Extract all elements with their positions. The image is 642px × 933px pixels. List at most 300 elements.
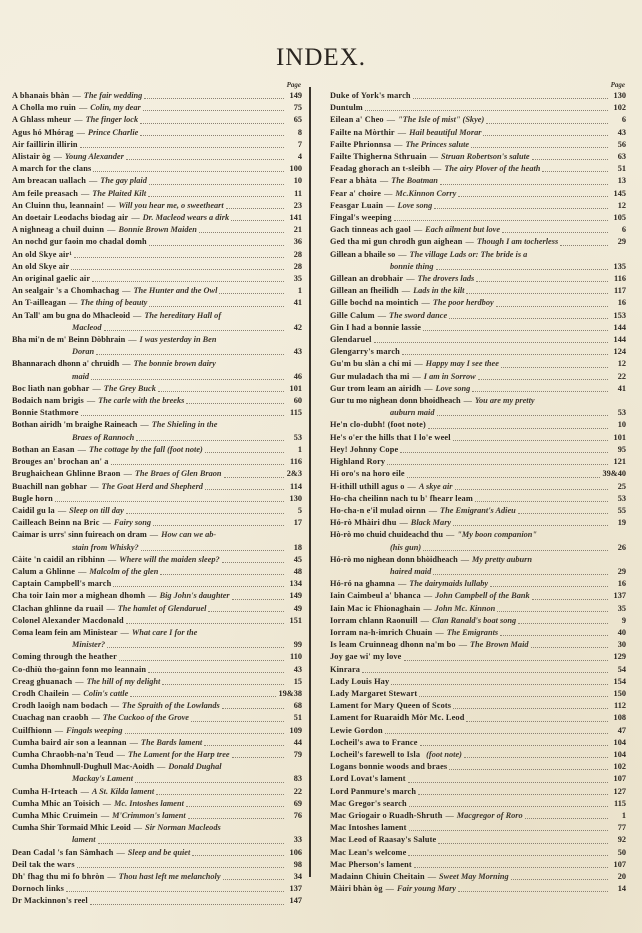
gaelic-title: An old Skye air bbox=[12, 261, 70, 271]
english-title: M'Crimmon's lament bbox=[112, 810, 186, 820]
gaelic-title: Highland Rory bbox=[330, 457, 386, 467]
page-number: 109 bbox=[289, 725, 302, 735]
entry-line bbox=[12, 261, 302, 273]
page-number: 92 bbox=[617, 835, 626, 845]
gaelic-title: Coming through the heather bbox=[12, 652, 117, 662]
entry-line bbox=[12, 395, 302, 407]
dot-leader bbox=[518, 622, 608, 624]
english-title: Love song bbox=[435, 383, 471, 393]
index-entry bbox=[12, 603, 302, 615]
index-entry bbox=[330, 224, 626, 236]
index-entry bbox=[330, 273, 626, 285]
gaelic-title: An original gaelic air bbox=[12, 274, 91, 284]
dot-leader bbox=[135, 781, 284, 783]
english-title: The Hunter and the Owl bbox=[133, 286, 218, 296]
dot-leader bbox=[409, 829, 608, 831]
gaelic-title: Mac Griogair o Ruadh-Shruth bbox=[330, 810, 443, 820]
page-number: 130 bbox=[613, 91, 626, 100]
english-title: The fair wedding bbox=[83, 91, 143, 100]
entry-line bbox=[330, 749, 626, 761]
english-title: Happy may I see thee bbox=[425, 359, 499, 369]
gaelic-title: Mac Leod of Raasay's Salute bbox=[330, 835, 437, 845]
english-title: The airy Plover of the heath bbox=[444, 164, 541, 174]
english-title-continued: (his gun) bbox=[390, 542, 422, 552]
entry-line bbox=[12, 493, 302, 505]
entry-line bbox=[12, 810, 302, 822]
gaelic-title: An doetair Leodachs biodag air bbox=[12, 213, 129, 223]
gaelic-title: Dean Cadal 's fan Sàmhach bbox=[12, 847, 114, 857]
dot-leader bbox=[449, 317, 608, 319]
dot-leader bbox=[98, 842, 284, 844]
gaelic-title: Cumha baird air son a leannan bbox=[12, 737, 127, 747]
entry-line bbox=[12, 444, 302, 456]
english-title: Fingals weeping bbox=[66, 725, 123, 735]
index-entry bbox=[330, 151, 626, 163]
english-title: Sleep and be quiet bbox=[127, 847, 191, 857]
dot-leader bbox=[387, 463, 608, 465]
dot-leader bbox=[400, 451, 608, 453]
index-entry bbox=[12, 127, 302, 139]
page-number: 42 bbox=[293, 322, 302, 332]
index-entry bbox=[12, 188, 302, 200]
entry-line bbox=[330, 493, 626, 505]
dash-separator: — bbox=[398, 249, 407, 259]
dot-leader bbox=[126, 512, 284, 514]
gaelic-title: Agus hó Mhórag bbox=[12, 127, 74, 137]
index-entry bbox=[330, 322, 626, 334]
dot-leader bbox=[391, 683, 608, 685]
gaelic-title: An Cluinn thu, leannain! bbox=[12, 200, 105, 210]
entry-line bbox=[12, 871, 302, 883]
entry-line bbox=[330, 712, 626, 724]
entry-line bbox=[12, 456, 302, 468]
page-number: 69 bbox=[293, 798, 302, 808]
index-entry bbox=[330, 175, 626, 187]
english-title: The Braes of Glen Braon bbox=[134, 469, 222, 479]
entry-line bbox=[330, 676, 626, 688]
gaelic-title: Hey! Johnny Cope bbox=[330, 444, 399, 454]
dash-separator: — bbox=[107, 872, 116, 881]
dot-leader bbox=[231, 219, 284, 221]
index-entry bbox=[12, 481, 302, 493]
english-title: "My boon companion" bbox=[457, 530, 537, 540]
gaelic-title: Colonel Alexander Macdonald bbox=[12, 615, 124, 625]
dot-leader bbox=[205, 488, 284, 490]
entry-line bbox=[330, 285, 626, 297]
index-entry bbox=[12, 566, 302, 578]
index-entry bbox=[330, 737, 626, 749]
index-entry bbox=[330, 139, 626, 151]
dash-separator: — bbox=[157, 762, 166, 772]
page-number: 124 bbox=[613, 347, 626, 357]
english-title: John Campbell of the Bank bbox=[435, 591, 530, 601]
gaelic-title: Deil tak the wars bbox=[12, 859, 75, 869]
index-entry bbox=[330, 297, 626, 309]
index-entry bbox=[12, 505, 302, 517]
gaelic-title: Crodh Chailein bbox=[12, 688, 70, 698]
page-number: 43 bbox=[293, 664, 302, 674]
entry-line bbox=[330, 358, 626, 370]
entry-line bbox=[12, 566, 302, 578]
gaelic-title: Dornoch links bbox=[12, 884, 64, 894]
dash-separator: — bbox=[401, 286, 411, 296]
dash-separator: — bbox=[423, 591, 433, 601]
english-title: The Plaited Kilt bbox=[92, 188, 147, 198]
entry-line bbox=[330, 151, 626, 163]
index-entry bbox=[12, 895, 302, 907]
dash-separator: — bbox=[116, 749, 125, 759]
page-number: 14 bbox=[617, 884, 626, 894]
dot-leader bbox=[423, 329, 608, 331]
dot-leader bbox=[414, 866, 608, 868]
gaelic-title: Iorram na-h-imrich Chuain bbox=[330, 627, 433, 637]
index-entry bbox=[330, 773, 626, 785]
entry-line bbox=[330, 590, 626, 602]
gaelic-title: An Tall' am bu gna do Mhacleoid bbox=[12, 310, 131, 320]
index-entry bbox=[330, 493, 626, 505]
page-number: 10 bbox=[293, 176, 302, 186]
page-number: 43 bbox=[293, 347, 302, 357]
index-entry bbox=[330, 798, 626, 810]
english-title: The gay plaid bbox=[100, 176, 147, 186]
dash-separator: — bbox=[429, 152, 439, 162]
dot-leader bbox=[80, 146, 284, 148]
gaelic-title: Lord Lovat's lament bbox=[330, 774, 406, 784]
dot-leader bbox=[436, 268, 608, 270]
page-number: 28 bbox=[293, 249, 302, 259]
entry-line bbox=[330, 505, 626, 517]
index-entry bbox=[330, 615, 626, 627]
index-entry bbox=[12, 725, 302, 737]
entry-line bbox=[330, 273, 626, 285]
dash-separator: — bbox=[148, 591, 157, 601]
dot-leader bbox=[486, 122, 608, 124]
index-entry bbox=[12, 358, 302, 382]
dash-separator: — bbox=[435, 627, 444, 637]
dot-leader bbox=[394, 219, 608, 221]
index-column-right bbox=[330, 81, 626, 895]
dash-separator: — bbox=[53, 152, 62, 162]
entry-line bbox=[330, 737, 626, 749]
english-title: Though I am tocherless bbox=[476, 237, 559, 247]
entry-line bbox=[12, 883, 302, 895]
dot-leader bbox=[408, 854, 608, 856]
entry-line bbox=[12, 236, 302, 248]
page-number: 8 bbox=[297, 127, 302, 137]
dot-leader bbox=[490, 585, 608, 587]
page-number: 63 bbox=[617, 152, 626, 162]
index-entry bbox=[12, 700, 302, 712]
index-entry bbox=[330, 761, 626, 773]
english-title: The Emigrant's Adieu bbox=[440, 505, 516, 515]
dot-leader bbox=[191, 720, 284, 722]
entry-line bbox=[12, 175, 302, 187]
gaelic-title: Creag ghuanach bbox=[12, 676, 73, 686]
english-title: The Shieling in the bbox=[151, 420, 218, 430]
index-entry bbox=[12, 212, 302, 224]
english-title: Sweet May Morning bbox=[439, 872, 509, 881]
dot-leader bbox=[223, 878, 284, 880]
english-title-continued: Minister? bbox=[72, 640, 106, 650]
english-title: You are my pretty bbox=[474, 396, 535, 406]
dash-separator: — bbox=[420, 615, 429, 625]
entry-line bbox=[12, 664, 302, 676]
dot-leader bbox=[434, 207, 608, 209]
dot-leader bbox=[560, 244, 608, 246]
entry-continuation-line bbox=[330, 566, 626, 578]
page-number: 20 bbox=[617, 872, 626, 881]
gaelic-title: Lady Margaret Stewart bbox=[330, 688, 418, 698]
page-number: 16 bbox=[617, 298, 626, 308]
page-number: 49 bbox=[293, 603, 302, 613]
index-entry bbox=[330, 749, 626, 761]
dot-leader bbox=[160, 573, 284, 575]
index-entry bbox=[330, 468, 626, 480]
entry-line bbox=[330, 139, 626, 151]
dot-leader bbox=[464, 756, 608, 758]
english-title: "The Isle of mist" (Skye) bbox=[398, 115, 485, 125]
dot-leader bbox=[81, 414, 284, 416]
page-number: 26 bbox=[617, 542, 626, 552]
dash-separator: — bbox=[91, 713, 100, 723]
entry-line bbox=[330, 810, 626, 822]
entry-line bbox=[12, 737, 302, 749]
dash-separator: — bbox=[72, 688, 81, 698]
index-list-right bbox=[330, 90, 626, 895]
page-number: 51 bbox=[293, 713, 302, 723]
gaelic-title: Alistair òg bbox=[12, 152, 51, 162]
dot-leader bbox=[153, 524, 284, 526]
index-entry bbox=[12, 90, 302, 102]
entry-line bbox=[330, 90, 626, 102]
dot-leader bbox=[188, 817, 284, 819]
page-number: 149 bbox=[289, 91, 302, 100]
index-entry bbox=[330, 676, 626, 688]
page-number: 150 bbox=[613, 688, 626, 698]
dash-separator: — bbox=[102, 798, 112, 808]
english-title: The Cuckoo of the Grove bbox=[102, 713, 189, 723]
english-title: The hamlet of Glendaruel bbox=[117, 603, 207, 613]
english-title: Each ailment but love bbox=[425, 225, 501, 235]
entry-line bbox=[330, 639, 626, 651]
entry-continuation-line bbox=[12, 322, 302, 334]
dot-leader bbox=[525, 817, 608, 819]
index-entry bbox=[12, 761, 302, 785]
english-title: Mc.Kinnon Corry bbox=[395, 188, 457, 198]
english-title-continued: auburn maid bbox=[390, 408, 435, 418]
english-title: The finger lock bbox=[85, 115, 139, 125]
gaelic-title: A Ghlass mheur bbox=[12, 115, 72, 125]
index-entry bbox=[12, 468, 302, 480]
index-entry bbox=[12, 151, 302, 163]
dash-separator: — bbox=[86, 396, 96, 406]
index-entry bbox=[330, 102, 626, 114]
index-entry bbox=[330, 725, 626, 737]
index-entry bbox=[330, 127, 626, 139]
dash-separator: — bbox=[407, 481, 416, 491]
dot-leader bbox=[104, 329, 285, 331]
index-entry bbox=[12, 175, 302, 187]
page-number: 101 bbox=[289, 383, 302, 393]
dot-leader bbox=[126, 622, 284, 624]
dot-leader bbox=[232, 756, 284, 758]
index-entry bbox=[12, 578, 302, 590]
page-number: 1 bbox=[297, 286, 302, 296]
english-title: Prince Charlie bbox=[87, 127, 139, 137]
page-number: 18 bbox=[293, 542, 302, 552]
entry-line bbox=[12, 676, 302, 688]
gaelic-title: Duke of York's march bbox=[330, 91, 411, 100]
entry-line bbox=[330, 688, 626, 700]
dot-leader bbox=[531, 646, 608, 648]
dot-leader bbox=[458, 890, 608, 892]
entry-line bbox=[330, 163, 626, 175]
index-entry bbox=[12, 615, 302, 627]
dot-leader bbox=[423, 549, 608, 551]
english-title: Young Alexander bbox=[64, 152, 124, 162]
english-title-continued: stain from Whisky? bbox=[72, 542, 139, 552]
index-entry bbox=[12, 627, 302, 651]
gaelic-title: Cumha Mhic an Toisich bbox=[12, 798, 100, 808]
gaelic-title: Lament for Mary Queen of Scots bbox=[330, 701, 452, 711]
dot-leader bbox=[204, 744, 284, 746]
gaelic-title: Bha mi'n de m' Beinn Dòbhrain bbox=[12, 335, 126, 345]
entry-line bbox=[330, 700, 626, 712]
dot-leader bbox=[385, 732, 608, 734]
dot-leader bbox=[466, 720, 608, 722]
index-entry bbox=[330, 688, 626, 700]
index-entry bbox=[12, 493, 302, 505]
index-entry bbox=[330, 383, 626, 395]
column-divider bbox=[309, 87, 311, 877]
dash-separator: — bbox=[68, 298, 78, 308]
page-number: 130 bbox=[289, 493, 302, 503]
index-entry bbox=[12, 444, 302, 456]
english-title: The thing of beauty bbox=[80, 298, 148, 308]
dash-separator: — bbox=[445, 810, 454, 820]
dot-leader bbox=[119, 659, 284, 661]
index-entry bbox=[12, 407, 302, 419]
entry-line bbox=[12, 212, 302, 224]
gaelic-title: Lewie Gordon bbox=[330, 725, 383, 735]
page-number: 145 bbox=[613, 188, 626, 198]
dot-leader bbox=[449, 768, 608, 770]
entry-line bbox=[330, 200, 626, 212]
english-title-continued: Macleod bbox=[72, 322, 102, 332]
dot-leader bbox=[136, 439, 284, 441]
gaelic-title: H-ithill uthill agus o bbox=[330, 481, 405, 491]
index-entry bbox=[330, 371, 626, 383]
entry-continuation-line bbox=[330, 407, 626, 419]
entry-line bbox=[12, 847, 302, 859]
entry-line bbox=[12, 859, 302, 871]
entry-line bbox=[330, 883, 626, 895]
index-entry bbox=[330, 249, 626, 273]
index-entry bbox=[12, 383, 302, 395]
page-number: 127 bbox=[613, 786, 626, 796]
gaelic-title: Air faillirin illirin bbox=[12, 139, 78, 149]
entry-line bbox=[12, 468, 302, 480]
page-number: 50 bbox=[617, 847, 626, 857]
english-title: Love song bbox=[397, 200, 433, 210]
english-title: The Brown Maid bbox=[469, 640, 529, 650]
gaelic-title: Locheil's awa to France bbox=[330, 737, 418, 747]
index-entry bbox=[12, 395, 302, 407]
entry-first-line bbox=[330, 395, 626, 407]
page-number: 19&38 bbox=[278, 688, 302, 698]
page-number: 104 bbox=[613, 737, 626, 747]
dash-separator: — bbox=[107, 554, 117, 564]
english-title: Clan Ranald's boat song bbox=[431, 615, 517, 625]
index-entry bbox=[330, 481, 626, 493]
index-entry bbox=[12, 664, 302, 676]
entry-line bbox=[330, 822, 626, 834]
page-number: 112 bbox=[614, 701, 626, 711]
gaelic-title: Fear a' choire bbox=[330, 188, 382, 198]
index-entry bbox=[330, 712, 626, 724]
page-number: 12 bbox=[617, 359, 626, 369]
dot-leader bbox=[500, 634, 608, 636]
english-title: Sleep on till day bbox=[69, 505, 124, 515]
page-number: 115 bbox=[614, 798, 626, 808]
index-entry bbox=[12, 261, 302, 273]
gaelic-title: Ho-cha cheilinn nach tu b' fhearr leam bbox=[330, 493, 473, 503]
dot-leader bbox=[140, 122, 284, 124]
dot-leader bbox=[141, 549, 284, 551]
index-entry bbox=[330, 883, 626, 895]
gaelic-title: Madainn Chiuin Cheitain bbox=[330, 872, 425, 881]
index-entry bbox=[330, 358, 626, 370]
entry-line bbox=[330, 334, 626, 346]
english-title: What care I for the bbox=[131, 627, 198, 637]
page-number: 151 bbox=[289, 615, 302, 625]
dot-leader bbox=[149, 183, 284, 185]
gaelic-title: Feadag ghorach an t-sleibh bbox=[330, 164, 431, 174]
dot-leader bbox=[418, 793, 608, 795]
english-title: (foot note) bbox=[426, 749, 462, 759]
index-entry bbox=[330, 188, 626, 200]
entry-line bbox=[330, 761, 626, 773]
page-number: 21 bbox=[293, 225, 302, 235]
page-number: 116 bbox=[290, 457, 302, 467]
gaelic-title: Ho-cha-n e'il mulad oirnn bbox=[330, 505, 426, 515]
entry-continuation-line bbox=[12, 542, 302, 554]
gaelic-title: Cha toir Iain mor a mighean dhomh bbox=[12, 591, 146, 601]
dot-leader bbox=[111, 463, 284, 465]
page-number: 135 bbox=[613, 261, 626, 271]
gaelic-title: Mac Gregor's search bbox=[330, 798, 407, 808]
gaelic-title: Caidil gu la bbox=[12, 505, 55, 515]
entry-first-line bbox=[12, 822, 302, 834]
gaelic-title: Gur muladach tha mi bbox=[330, 371, 410, 381]
index-entry bbox=[12, 334, 302, 358]
page-number: 110 bbox=[290, 652, 302, 662]
dash-separator: — bbox=[445, 530, 455, 540]
index-entry bbox=[12, 285, 302, 297]
entry-line bbox=[12, 688, 302, 700]
index-entry bbox=[330, 334, 626, 346]
index-entry bbox=[12, 310, 302, 334]
entry-line bbox=[12, 603, 302, 615]
gaelic-title: Bonnie Stathmore bbox=[12, 408, 79, 418]
entry-line bbox=[330, 310, 626, 322]
dash-separator: — bbox=[78, 103, 88, 113]
entry-line bbox=[330, 383, 626, 395]
gaelic-title: Cuilfhionn bbox=[12, 725, 52, 735]
gaelic-title: Dh' fhag thu mi fo bhròn bbox=[12, 872, 105, 881]
english-title: The village Lads or: The bride is a bbox=[409, 249, 528, 259]
dot-leader bbox=[77, 866, 284, 868]
